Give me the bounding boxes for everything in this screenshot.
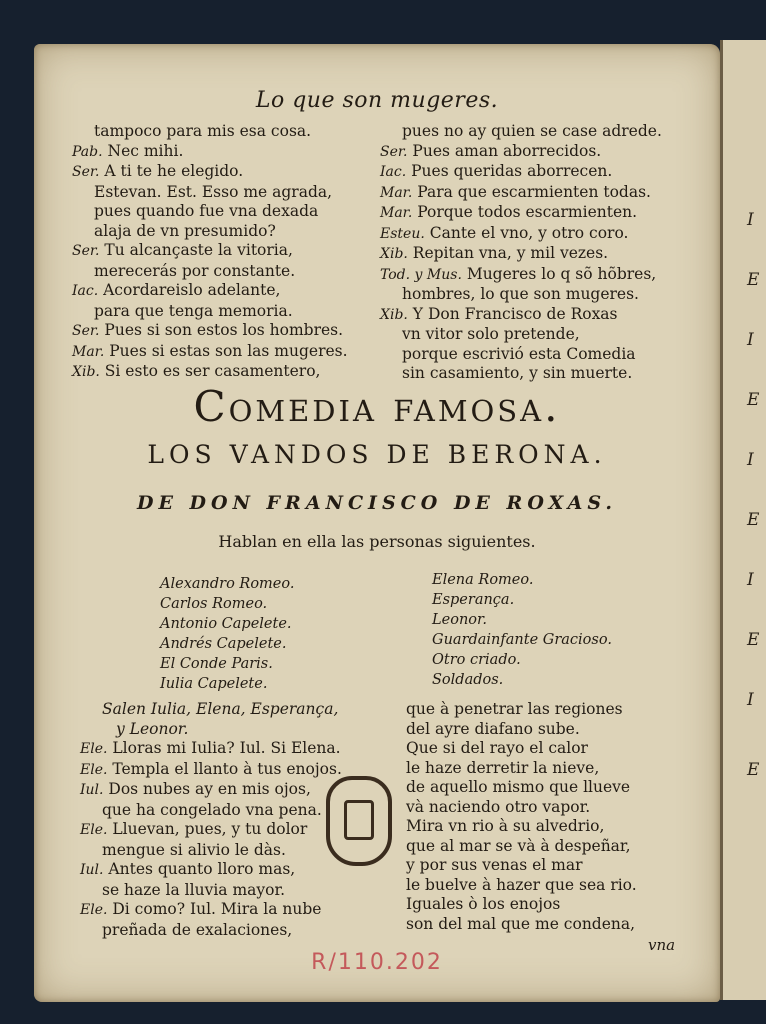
verse-text: Acordareislo adelante, bbox=[103, 281, 281, 299]
facing-page-letter: I bbox=[747, 210, 754, 230]
verse-line bbox=[406, 759, 706, 779]
verse-text: hombres, lo que son mugeres. bbox=[402, 285, 639, 303]
facing-page-letter: E bbox=[747, 630, 760, 650]
verse-text: Repitan vna, y mil vezes. bbox=[412, 244, 609, 262]
cast-heading: Hablan en ella las personas siguientes. bbox=[218, 532, 536, 551]
verse-text: Templa el llanto à tus enojos. bbox=[112, 759, 342, 778]
play-subtitle: LOS VANDOS DE BERONA. bbox=[147, 440, 607, 469]
verse-line bbox=[72, 262, 382, 282]
cast-member: Alexandro Romeo. bbox=[160, 576, 295, 592]
verse-line bbox=[380, 224, 680, 245]
verse-line bbox=[80, 700, 370, 720]
verse-line bbox=[80, 921, 370, 941]
verse-text: Pues aman aborrecidos. bbox=[412, 141, 602, 160]
facing-page-letter: E bbox=[747, 390, 760, 410]
verse-text: Mira vn rio à su alvedrio, bbox=[406, 817, 605, 835]
facing-page-letter: E bbox=[747, 270, 760, 290]
verse-text: para que tenga memoria. bbox=[94, 301, 293, 320]
speaker-abbrev: Xib. bbox=[380, 246, 408, 262]
facing-page-letter: I bbox=[747, 570, 754, 590]
verse-line bbox=[72, 281, 382, 302]
cast-member: Guardainfante Gracioso. bbox=[432, 632, 612, 648]
verse-text: Y Don Francisco de Roxas bbox=[412, 304, 618, 323]
verse-line bbox=[72, 362, 382, 383]
facing-page-edge bbox=[720, 40, 766, 1000]
speaker-abbrev: Iac. bbox=[380, 164, 407, 180]
speaker-abbrev: Iac. bbox=[72, 283, 99, 299]
verse-text: Pues si son estos los hombres. bbox=[104, 321, 344, 339]
library-shelfmark-stamp: R/110.202 bbox=[311, 950, 443, 975]
running-head: Lo que son mugeres. bbox=[255, 88, 499, 113]
verse-text: le buelve à hazer que sea rio. bbox=[406, 875, 637, 894]
verse-text: tampoco para mis esa cosa. bbox=[94, 122, 312, 140]
verse-line bbox=[72, 302, 382, 322]
verse-line bbox=[380, 305, 680, 326]
cast-member: Soldados. bbox=[432, 672, 504, 688]
speaker-abbrev: Iul. bbox=[80, 782, 104, 798]
speaker-abbrev: Ser. bbox=[72, 323, 100, 339]
verse-line bbox=[80, 739, 370, 760]
verse-text: y por sus venas el mar bbox=[406, 856, 583, 874]
verse-column-top-right bbox=[380, 122, 680, 384]
verse-text: Estevan. Est. Esso me agrada, bbox=[94, 182, 333, 201]
verse-line bbox=[380, 325, 680, 345]
verse-line bbox=[406, 915, 706, 935]
verse-text: que ha congelado vna pena. bbox=[102, 800, 322, 819]
verse-text: Dos nubes ay en mis ojos, bbox=[108, 780, 311, 798]
verse-line bbox=[80, 900, 370, 921]
verse-text: Tu alcançaste la vitoria, bbox=[104, 241, 293, 259]
verse-text: del ayre diafano sube. bbox=[406, 719, 580, 738]
verse-line bbox=[406, 837, 706, 857]
facing-page-letter: I bbox=[747, 450, 754, 470]
verse-text: preñada de exalaciones, bbox=[102, 920, 293, 939]
verse-line bbox=[380, 244, 680, 265]
cast-member: Esperança. bbox=[432, 592, 515, 608]
cast-member: Iulia Capelete. bbox=[160, 676, 268, 692]
verse-line bbox=[406, 895, 706, 915]
cast-member: Carlos Romeo. bbox=[160, 596, 268, 612]
author-line: DE DON FRANCISCO DE ROXAS. bbox=[136, 492, 618, 514]
verse-column-top-left bbox=[72, 122, 382, 383]
verse-line bbox=[72, 321, 382, 342]
verse-line bbox=[380, 162, 680, 183]
verse-line bbox=[72, 202, 382, 222]
verse-text: merecerás por constante. bbox=[94, 261, 296, 280]
verse-line bbox=[380, 265, 680, 286]
verse-line bbox=[380, 203, 680, 224]
verse-line bbox=[380, 183, 680, 204]
speaker-abbrev: Pab. bbox=[72, 143, 103, 160]
play-title: Comedia famosa. bbox=[193, 382, 561, 431]
verse-line bbox=[72, 183, 382, 203]
cast-list-right bbox=[432, 570, 612, 690]
verse-text: Salen Iulia, Elena, Esperança, bbox=[102, 700, 339, 718]
verse-line bbox=[72, 162, 382, 183]
verse-line bbox=[80, 720, 370, 740]
verse-text: pues no ay quien se case adrede. bbox=[402, 122, 662, 140]
verse-text: Iguales ò los enojos bbox=[406, 895, 561, 913]
speaker-abbrev: Ele. bbox=[80, 741, 108, 757]
verse-column-bottom-right bbox=[406, 700, 706, 934]
verse-text: Lloras mi Iulia? Iul. Si Elena. bbox=[112, 739, 341, 757]
verse-line bbox=[72, 222, 382, 242]
verse-text: Nec mihi. bbox=[107, 141, 184, 160]
speaker-abbrev: Ele. bbox=[80, 822, 108, 838]
verse-line bbox=[380, 122, 680, 142]
verse-text: Que si del rayo el calor bbox=[406, 739, 588, 757]
facing-page-letter: E bbox=[747, 760, 760, 780]
verse-text: y Leonor. bbox=[116, 719, 189, 738]
verse-line bbox=[72, 342, 382, 363]
verse-text: porque escrivió esta Comedia bbox=[402, 344, 636, 363]
verse-line bbox=[72, 142, 382, 163]
verse-text: Si esto es ser casamentero, bbox=[104, 362, 321, 380]
speaker-abbrev: Ele. bbox=[80, 902, 108, 918]
speaker-abbrev: Xib. bbox=[380, 306, 408, 323]
cast-list-left bbox=[160, 574, 294, 694]
verse-text: sin casamiento, y sin muerte. bbox=[402, 364, 633, 382]
speaker-abbrev: Ser. bbox=[380, 143, 408, 160]
verse-text: alaja de vn presumido? bbox=[94, 221, 276, 240]
verse-line bbox=[406, 876, 706, 896]
speaker-abbrev: Mar. bbox=[380, 184, 413, 201]
verse-text: Di como? Iul. Mira la nube bbox=[112, 900, 322, 918]
printer-ornament-icon bbox=[326, 776, 392, 866]
verse-line bbox=[80, 760, 370, 781]
verse-text: Mugeres lo q sõ hõbres, bbox=[466, 264, 657, 283]
cast-member: Otro criado. bbox=[432, 652, 521, 668]
verse-line bbox=[380, 345, 680, 365]
book-page bbox=[34, 44, 720, 1002]
speaker-abbrev: Tod. y Mus. bbox=[380, 266, 462, 283]
verse-line bbox=[406, 778, 706, 798]
verse-line bbox=[406, 739, 706, 759]
verse-text: pues quando fue vna dexada bbox=[94, 202, 319, 220]
verse-text: le haze derretir la nieve, bbox=[406, 758, 600, 777]
catchword: vna bbox=[648, 936, 676, 954]
verse-line bbox=[406, 817, 706, 837]
verse-line bbox=[406, 856, 706, 876]
verse-text: Antes quanto lloro mas, bbox=[108, 860, 296, 878]
verse-line bbox=[72, 241, 382, 262]
verse-line bbox=[406, 720, 706, 740]
verse-text: Porque todos escarmienten. bbox=[417, 203, 638, 221]
speaker-abbrev: Esteu. bbox=[380, 225, 425, 242]
verse-text: son del mal que me condena, bbox=[406, 914, 636, 933]
verse-text: Para que escarmienten todas. bbox=[417, 182, 651, 201]
verse-text: vn vitor solo pretende, bbox=[402, 325, 580, 343]
verse-text: mengue si alivio le dàs. bbox=[102, 840, 286, 859]
facing-page-letter: E bbox=[747, 510, 760, 530]
verse-text: de aquello mismo que llueve bbox=[406, 778, 631, 796]
verse-text: Pues si estas son las mugeres. bbox=[109, 341, 348, 360]
verse-line bbox=[80, 881, 370, 901]
verse-text: Pues queridas aborrecen. bbox=[411, 162, 613, 180]
verse-line bbox=[406, 798, 706, 818]
verse-text: Lluevan, pues, y tu dolor bbox=[112, 820, 308, 838]
speaker-abbrev: Mar. bbox=[380, 205, 413, 221]
verse-line bbox=[380, 285, 680, 305]
speaker-abbrev: Ser. bbox=[72, 164, 100, 180]
cast-member: Andrés Capelete. bbox=[160, 636, 287, 652]
speaker-abbrev: Ele. bbox=[80, 761, 108, 778]
verse-text: que al mar se và à despeñar, bbox=[406, 836, 631, 855]
speaker-abbrev: Ser. bbox=[72, 243, 100, 259]
verse-text: và naciendo otro vapor. bbox=[406, 797, 591, 816]
verse-line bbox=[72, 122, 382, 142]
verse-text: se haze la lluvia mayor. bbox=[102, 880, 286, 899]
facing-page-letter: I bbox=[747, 330, 754, 350]
verse-text: que à penetrar las regiones bbox=[406, 700, 623, 718]
verse-line bbox=[80, 860, 370, 881]
verse-text: A ti te he elegido. bbox=[104, 162, 244, 180]
cast-member: Leonor. bbox=[432, 612, 487, 628]
speaker-abbrev: Xib. bbox=[72, 364, 100, 380]
facing-page-letter: I bbox=[747, 690, 754, 710]
speaker-abbrev: Iul. bbox=[80, 862, 104, 878]
cast-member: Antonio Capelete. bbox=[160, 616, 292, 632]
verse-line bbox=[380, 364, 680, 384]
cast-member: Elena Romeo. bbox=[432, 572, 534, 588]
speaker-abbrev: Mar. bbox=[72, 343, 105, 360]
verse-line bbox=[406, 700, 706, 720]
cast-member: El Conde Paris. bbox=[160, 656, 273, 672]
verse-text: Cante el vno, y otro coro. bbox=[429, 223, 629, 242]
verse-line bbox=[380, 142, 680, 163]
